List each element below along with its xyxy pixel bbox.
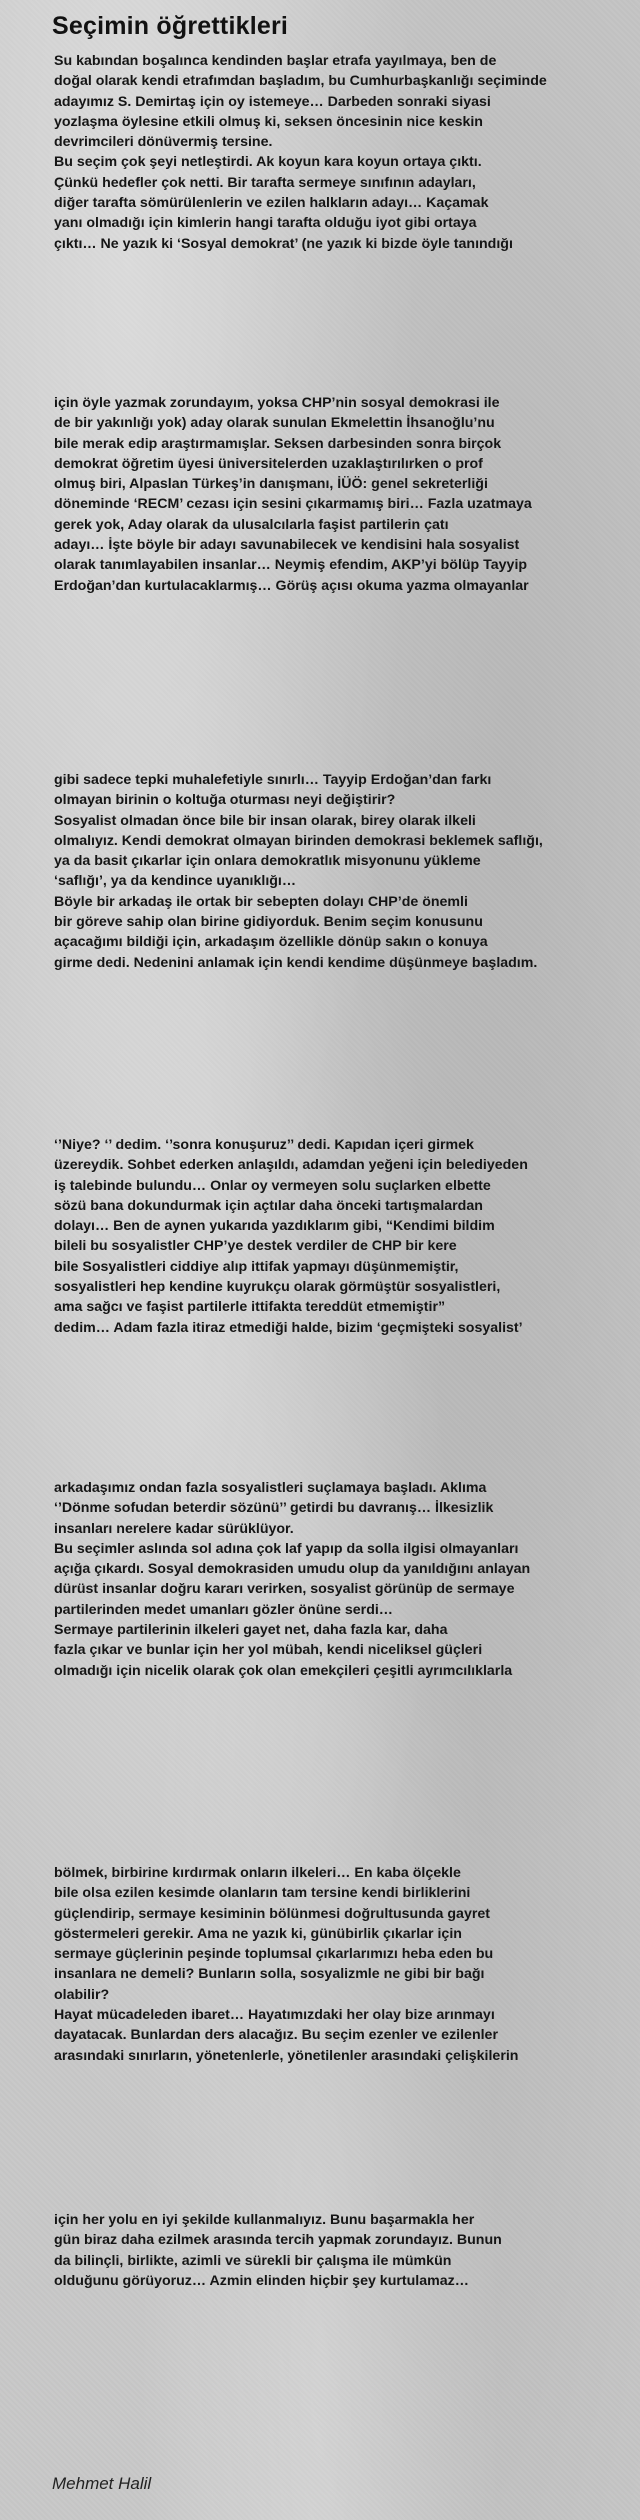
text-line: yanı olmadığı için kimlerin hangi tarafta olduğu iyot gibi ortaya bbox=[54, 215, 477, 232]
text-line: sosyalistleri hep kendine kuyrukçu olarak görmüştür sosyalistleri, bbox=[54, 1279, 501, 1296]
page-title: Seçimin öğrettikleri bbox=[52, 12, 289, 40]
text-line: fazla çıkar ve bunlar için her yol mübah, kendi niceliksel güçleri bbox=[54, 1642, 483, 1659]
text-block-7 bbox=[54, 2210, 614, 2291]
text-line: bile Sosyalistleri ciddiye alıp ittifak yapmayı düşünmemiştir, bbox=[54, 1258, 459, 1275]
text-line: sermaye güçlerinin peşinde toplumsal çıkarlarımızı heba eden bu bbox=[54, 1946, 494, 1963]
text-line: Su kabından boşalınca kendinden başlar etrafa yayılmaya, ben de bbox=[54, 53, 497, 69]
text-line: açacağımı bildiği için, arkadaşım özellikle dönüp sakın o konuya bbox=[54, 934, 488, 951]
text-line: Sermaye partilerinin ilkeleri gayet net, daha fazla kar, daha bbox=[54, 1622, 448, 1639]
text-line: devrimcileri dönüvermiş tersine. bbox=[54, 134, 273, 151]
text-line: olmayan birinin o koltuğa oturması neyi değiştirir? bbox=[54, 792, 396, 809]
text-line: diğer tarafta sömürülenlerin ve ezilen halkların adayı… Kaçamak bbox=[54, 195, 489, 212]
text-block-1 bbox=[54, 51, 614, 254]
text-line: adayımız S. Demirtaş için oy istemeye… Darbeden sonraki siyasi bbox=[54, 93, 491, 110]
text-line: bölmek, birbirine kırdırmak onların ilkeleri… En kaba ölçekle bbox=[54, 1865, 461, 1881]
text-line: üzereydik. Sohbet ederken anlaşıldı, adamdan yeğeni için belediyeden bbox=[54, 1157, 528, 1174]
text-line: adayı… İşte böyle bir adayı savunabilecek ve kendisini hala sosyalist bbox=[54, 537, 520, 554]
text-line: Bu seçim çok şeyi netleştirdi. Ak koyun kara koyun ortaya çıktı. bbox=[54, 154, 482, 171]
text-line: gerek yok, Aday olarak da ulusalcılarla faşist partilerin çatı bbox=[54, 516, 449, 533]
text-line: Böyle bir arkadaş ile ortak bir sebepten dolayı CHP’de önemli bbox=[54, 893, 468, 910]
text-line: için her yolu en iyi şekilde kullanmalıyız. Bunu başarmakla her bbox=[54, 2212, 475, 2228]
text-line: olmuş biri, Alpaslan Türkeş’in danışmanı, İÜÖ: genel sekreterliği bbox=[54, 476, 488, 493]
text-line: bileli bu sosyalistler CHP’ye destek verdiler de CHP bir kere bbox=[54, 1238, 457, 1255]
text-block-6 bbox=[54, 1863, 614, 2066]
text-line: sözü bana dokundurmak için açtılar daha önceki tartışmalardan bbox=[54, 1197, 483, 1214]
text-line: olmalıyız. Kendi demokrat olmayan birinden demokrasi beklemek saflığı, bbox=[54, 832, 543, 849]
text-line: da bilinçli, birlikte, azimli ve sürekli bir çalışma ile mümkün bbox=[54, 2252, 452, 2269]
text-line: olabilir? bbox=[54, 1986, 110, 2003]
text-line: insanlara ne demeli? Bunların solla, sosyalizmle ne gibi bir bağı bbox=[54, 1966, 485, 1983]
text-line: gibi sadece tepki muhalefetiyle sınırlı… Tayyip Erdoğan’dan farkı bbox=[54, 772, 492, 788]
text-block-2 bbox=[54, 393, 614, 596]
text-line: ya da basit çıkarlar için onlara demokratlık misyonunu yükleme bbox=[54, 853, 481, 870]
text-line: güçlendirip, sermaye kesiminin bölünmesi doğrultusunda gayret bbox=[54, 1905, 490, 1922]
text-line: bile olsa ezilen kesimde olanların tam tersine kendi birliklerini bbox=[54, 1885, 471, 1902]
text-line: Erdoğan’dan kurtulacaklarmış… Görüş açısı okuma yazma olmayanlar bbox=[54, 577, 529, 594]
text-line: partilerinden medet umanları gözler önüne serdi… bbox=[54, 1601, 393, 1618]
text-line: açığa çıkardı. Sosyal demokrasiden umudu olup da yanıldığını anlayan bbox=[54, 1561, 531, 1578]
text-line: dedim… Adam fazla itiraz etmediği halde, bizim ‘geçmişteki sosyalist’ bbox=[54, 1319, 523, 1336]
text-line: olarak tanımlayabilen insanlar… Neymiş efendim, AKP’yi bölüp Tayyip bbox=[54, 557, 528, 574]
text-line: bir göreve sahip olan birine gidiyorduk. Benim seçim konusunu bbox=[54, 914, 483, 931]
text-block-4 bbox=[54, 1135, 614, 1338]
text-line: girme dedi. Nedenini anlamak için kendi kendime düşünmeye başladım. bbox=[54, 954, 538, 971]
text-line: dayatacak. Bunlardan ders alacağız. Bu seçim ezenler ve ezilenler bbox=[54, 2027, 498, 2044]
text-line: Çünkü hedefler çok netti. Bir tarafta sermeye sınıfının adayları, bbox=[54, 174, 476, 191]
text-line: olmadığı için nicelik olarak çok olan emekçileri çeşitli ayrımcılıklarla bbox=[54, 1662, 513, 1679]
text-line: Sosyalist olmadan önce bile bir insan olarak, birey olarak ilkeli bbox=[54, 812, 476, 829]
text-line: insanları nerelere kadar sürüklüyor. bbox=[54, 1520, 294, 1537]
text-line: ‘saflığı’, ya da kendince uyanıklığı… bbox=[54, 873, 297, 890]
text-line: için öyle yazmak zorundayım, yoksa CHP’nin sosyal demokrasi ile bbox=[54, 395, 500, 411]
text-line: iş talebinde bulundu… Onlar oy vermeyen solu suçlarken elbette bbox=[54, 1177, 491, 1194]
text-line: Bu seçimler aslında sol adına çok laf yapıp da solla ilgisi olmayanları bbox=[54, 1540, 519, 1557]
text-line: dolayı… Ben de aynen yukarıda yazdıklarım gibi, “Kendimi bildim bbox=[54, 1218, 495, 1235]
text-line: bile merak edip araştırmamışlar. Seksen darbesinden sonra birçok bbox=[54, 435, 502, 452]
text-line: göstermeleri gerekir. Ama ne yazık ki, günübirlik çıkarlar için bbox=[54, 1925, 462, 1942]
text-line: arasındaki sınırların, yönetenlerle, yönetilenler arasındaki çelişkilerin bbox=[54, 2047, 519, 2064]
text-line: Hayat mücadeleden ibaret… Hayatımızdaki her olay bize arınmayı bbox=[54, 2007, 495, 2024]
text-line: döneminde ‘RECM’ cezası için sesini çıkarmamış biri… Fazla uzatmaya bbox=[54, 496, 532, 513]
text-line: olduğunu görüyoruz… Azmin elinden hiçbir şey kurtulamaz… bbox=[54, 2272, 469, 2289]
text-line: dürüst insanlar doğru kararı verirken, sosyalist görünüp de sermaye bbox=[54, 1581, 515, 1598]
text-line: de bir yakınlığı yok) aday olarak sunulan Ekmelettin İhsanoğlu’nu bbox=[54, 415, 495, 432]
text-line: demokrat öğretim üyesi üniversitelerden uzaklaştırılırken o prof bbox=[54, 455, 483, 472]
text-line: doğal olarak kendi etrafımdan başladım, bu Cumhurbaşkanlığı seçiminde bbox=[54, 73, 547, 90]
text-line: gün biraz daha ezilmek arasında tercih yapmak zorundayız. Bunun bbox=[54, 2232, 502, 2249]
text-line: yozlaşma öylesine etkili olmuş ki, seksen öncesinin nice keskin bbox=[54, 113, 483, 130]
text-line: ama sağcı ve faşist partilerle ittifakta tereddüt etmemiştir” bbox=[54, 1299, 446, 1316]
author-signature: Mehmet Halil bbox=[52, 2474, 152, 2493]
text-block-5 bbox=[54, 1478, 614, 1681]
text-line: ‘’Niye? ‘’ dedim. ‘’sonra konuşuruz’’ dedi. Kapıdan içeri girmek bbox=[54, 1137, 474, 1153]
text-line: çıktı… Ne yazık ki ‘Sosyal demokrat’ (ne yazık ki bizde öyle tanındığı bbox=[54, 235, 513, 252]
text-block-3 bbox=[54, 770, 614, 973]
text-line: arkadaşımız ondan fazla sosyalistleri suçlamaya başladı. Aklıma bbox=[54, 1480, 487, 1496]
text-line: ‘’Dönme sofudan beterdir sözünü’’ getirdi bu davranış… İlkesizlik bbox=[54, 1500, 494, 1517]
